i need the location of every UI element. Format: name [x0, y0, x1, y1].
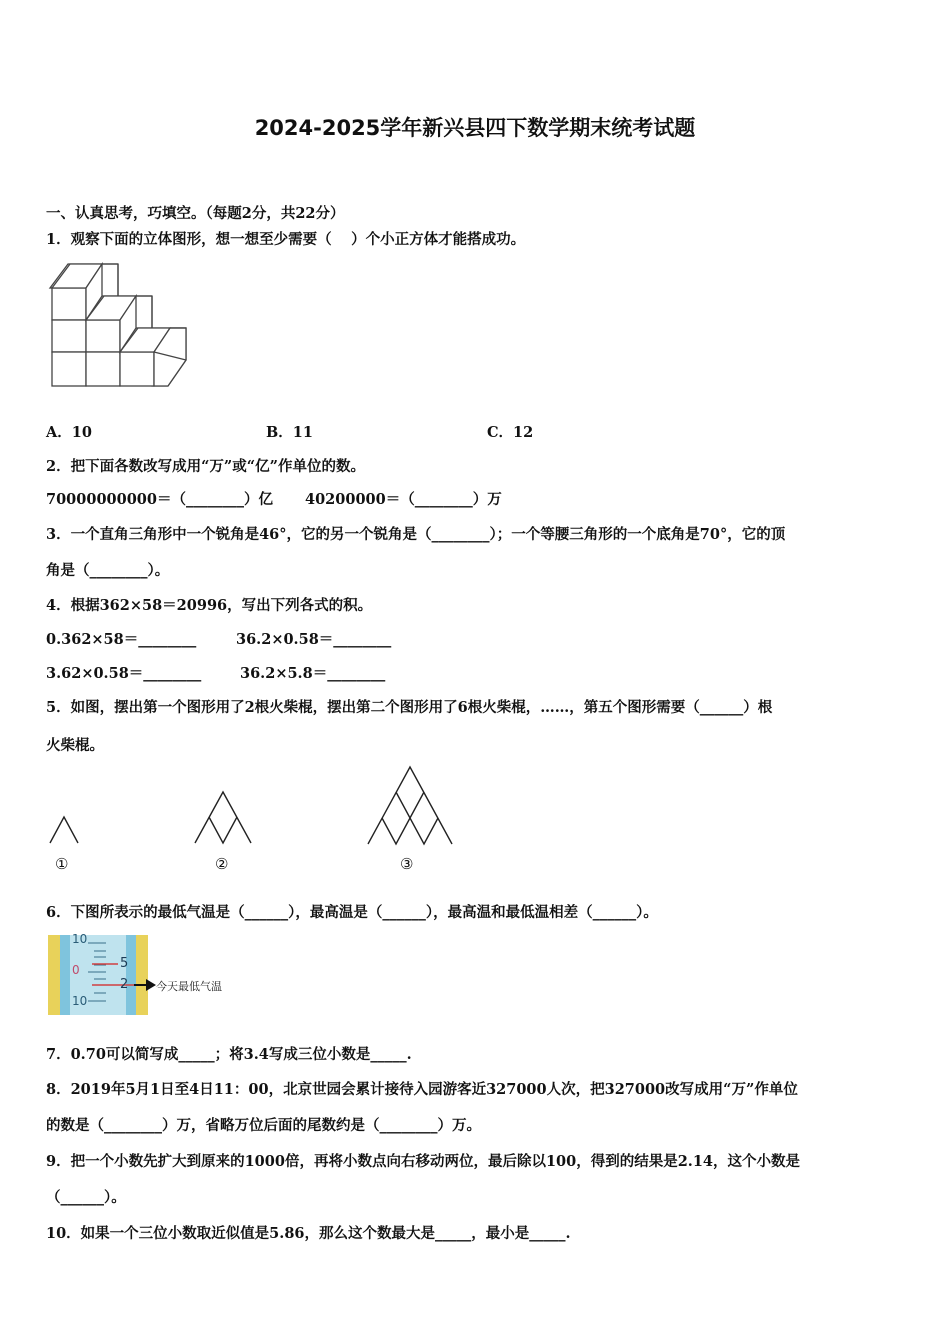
- q2-item-2: 40200000＝（________）万: [305, 491, 502, 508]
- question-8-line1: 8．2019年5月1日至4日11：00，北京世园会累计接待入园游客近327000人次，把327000改写成用“万”作单位: [46, 1081, 798, 1098]
- q4-item-3: 3.62×0.58＝________: [46, 665, 202, 682]
- figure-label-3: ③: [400, 855, 414, 873]
- question-9-line1: 9．把一个小数先扩大到原来的1000倍，再将小数点向右移动两位，最后除以100，得到的结果是2.14，这个小数是: [46, 1153, 801, 1170]
- option-a: A．10: [46, 424, 92, 441]
- page-title: 2024-2025学年新兴县四下数学期末统考试题: [254, 116, 696, 140]
- question-1: 1．观察下面的立体图形，想一想至少需要（ ）个小正方体才能搭成功。: [46, 231, 526, 248]
- thermo-tick-zero: 0: [72, 963, 80, 977]
- question-10: 10．如果一个三位小数取近似值是5.86，那么这个数最大是_____，最小是_____.: [46, 1225, 571, 1242]
- figure-label-2: ②: [215, 855, 229, 873]
- thermo-mark-high: 5: [120, 956, 129, 971]
- question-9-line2: （______）。: [46, 1189, 126, 1206]
- section-heading: 一、认真思考，巧填空。（每题2分，共22分）: [46, 205, 345, 222]
- option-c: C．12: [487, 424, 534, 441]
- matchstick-figure-2: [193, 790, 253, 846]
- question-4: 4．根据362×58＝20996，写出下列各式的积。: [46, 597, 373, 614]
- thermo-tick-bottom: 10: [72, 994, 88, 1008]
- option-b: B．11: [266, 424, 313, 441]
- q2-item-1: 70000000000＝（________）亿: [46, 491, 273, 508]
- question-6: 6．下图所表示的最低气温是（______），最高温是（______），最高温和最低温相差（______）。: [46, 904, 658, 921]
- matchstick-figure-1: [50, 815, 80, 845]
- question-3-line1: 3．一个直角三角形中一个锐角是46°，它的另一个锐角是（________）；一个等腰三角形的一个底角是70°，它的顶: [46, 526, 786, 543]
- question-2: 2．把下面各数改写成用“万”或“亿”作单位的数。: [46, 458, 365, 475]
- q4-item-1: 0.362×58＝________: [46, 631, 197, 648]
- thermo-mark-low: 2: [120, 977, 129, 992]
- q4-item-4: 36.2×5.8＝________: [240, 665, 386, 682]
- figure-label-1: ①: [55, 855, 69, 873]
- question-8-line2: 的数是（________）万，省略万位后面的尾数约是（________）万。: [46, 1117, 481, 1134]
- question-5-line2: 火柴棍。: [46, 737, 104, 754]
- question-5-line1: 5．如图，摆出第一个图形用了2根火柴棍，摆出第二个图形用了6根火柴棍，……，第五个图形需要（______）根: [46, 699, 773, 716]
- thermometer-figure: [48, 932, 238, 1015]
- q4-item-2: 36.2×0.58＝________: [236, 631, 392, 648]
- question-7: 7．0.70可以简写成_____；将3.4写成三位小数是_____.: [46, 1046, 412, 1063]
- cube-stack-figure: [50, 262, 190, 388]
- thermo-tick-top: 10: [72, 932, 88, 946]
- question-3-line2: 角是（________）。: [46, 562, 170, 579]
- thermo-caption: 今天最低气温: [156, 980, 222, 993]
- matchstick-figure-3: [366, 765, 454, 847]
